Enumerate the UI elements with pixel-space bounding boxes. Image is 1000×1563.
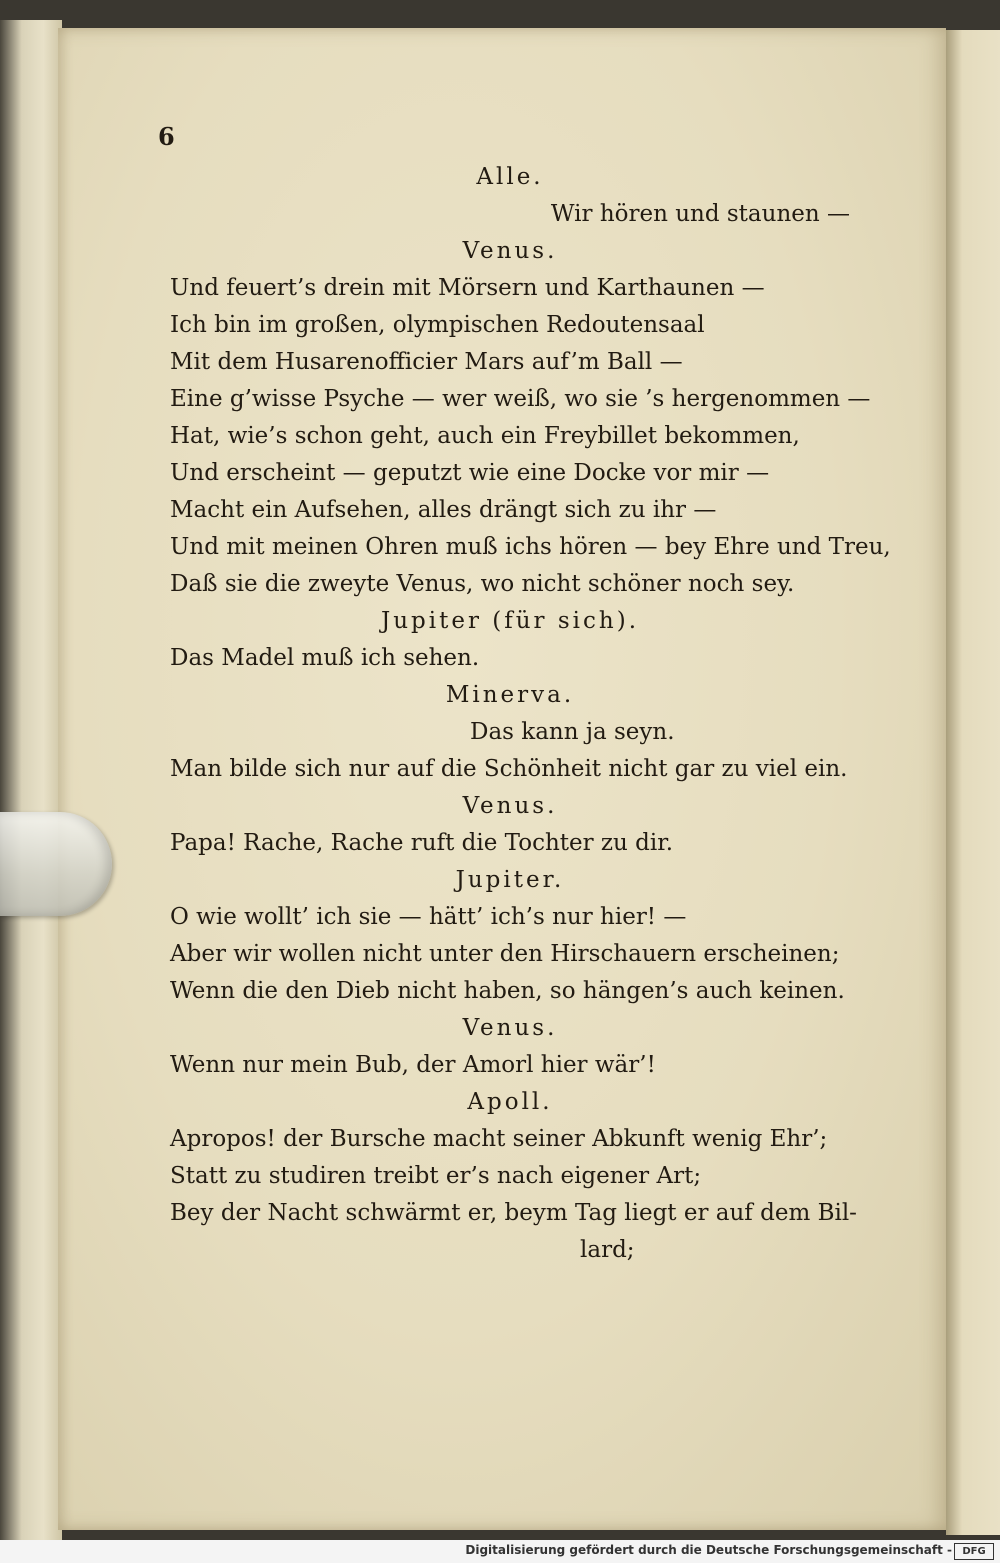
dfg-logo: DFG — [954, 1543, 994, 1560]
verse-line: Daß sie die zweyte Venus, wo nicht schöner noch sey. — [170, 571, 795, 597]
verse-line: Mit dem Husarenofficier Mars auf’m Ball — — [170, 349, 683, 375]
speaker-heading: Apoll. — [467, 1089, 553, 1115]
verse-line: Wir hören und staunen — — [550, 201, 850, 227]
speaker-heading: Alle. — [476, 164, 544, 190]
verse-line: Man bilde sich nur auf die Schönheit nicht gar zu viel ein. — [170, 756, 848, 782]
speaker-heading: Venus. — [462, 1015, 558, 1041]
verse-line: Wenn die den Dieb nicht haben, so hängen’s auch keinen. — [170, 978, 845, 1004]
verse-line: Bey der Nacht schwärmt er, beym Tag liegt er auf dem Bil- — [170, 1200, 857, 1226]
verse-line: Ich bin im großen, olympischen Redoutensaal — [170, 312, 705, 338]
page-number: 6 — [158, 122, 175, 151]
verse-line: Apropos! der Bursche macht seiner Abkunft wenig Ehr’; — [170, 1126, 828, 1152]
speaker-heading: Venus. — [462, 238, 558, 264]
digitization-footer — [0, 1540, 1000, 1563]
verse-line: Das kann ja seyn. — [470, 719, 675, 745]
speaker-heading: Jupiter (für sich). — [380, 608, 639, 634]
verse-line: Hat, wie’s schon geht, auch ein Freybillet bekommen, — [170, 423, 800, 449]
verse-line: Papa! Rache, Rache ruft die Tochter zu dir. — [170, 830, 674, 856]
verse-line: O wie wollt’ ich sie — hätt’ ich’s nur hier! — — [170, 904, 687, 930]
verse-line: Aber wir wollen nicht unter den Hirschauern erscheinen; — [170, 941, 840, 967]
speaker-heading: Jupiter. — [455, 867, 565, 893]
verse-line: Eine g’wisse Psyche — wer weiß, wo sie ’s hergenommen — — [170, 386, 871, 412]
verse-line: lard; — [580, 1237, 635, 1263]
verse-line: Macht ein Aufsehen, alles drängt sich zu ihr — — [170, 497, 717, 523]
speaker-heading: Venus. — [462, 793, 558, 819]
speaker-heading: Minerva. — [445, 682, 575, 708]
footer-credit: Digitalisierung gefördert durch die Deutsche Forschungsgemeinschaft - — [465, 1543, 952, 1557]
verse-line: Und erscheint — geputzt wie eine Docke vor mir — — [170, 460, 770, 486]
verse-line: Und feuert’s drein mit Mörsern und Karthaunen — — [170, 275, 765, 301]
verse-line: Und mit meinen Ohren muß ichs hören — bey Ehre und Treu, — [170, 534, 891, 560]
verse-line: Das Madel muß ich sehen. — [170, 645, 480, 671]
verse-line: Wenn nur mein Bub, der Amorl hier wär’! — [170, 1052, 656, 1078]
verse-line: Statt zu studiren treibt er’s nach eigener Art; — [170, 1163, 702, 1189]
